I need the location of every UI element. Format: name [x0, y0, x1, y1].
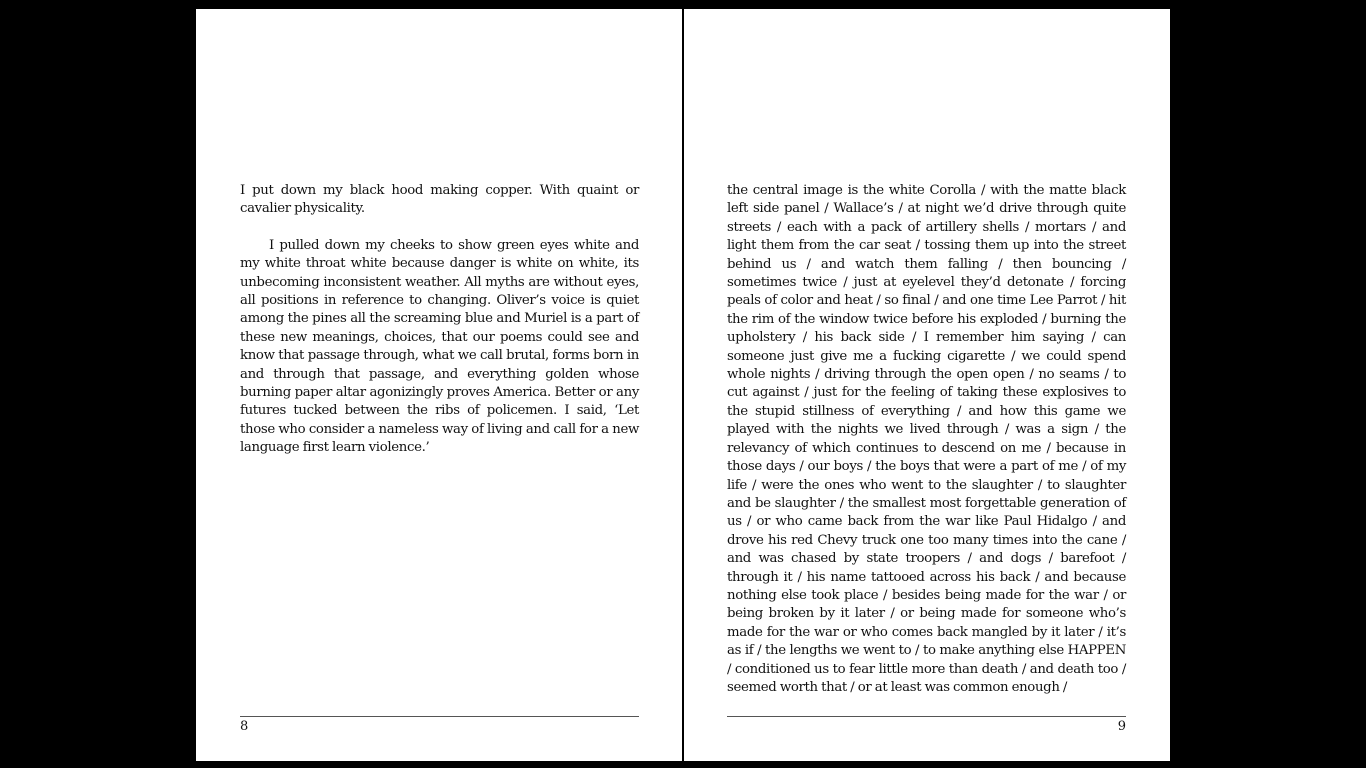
footer-rule	[240, 716, 639, 717]
paragraph: the central image is the white Corolla / with the matte black left side panel / Wallace’s / at night we’d drive through quite streets / each with a pack of artillery shells / mortars / and light them from the car seat / tossing them up into the street behind us / and watch them falling / then bouncing / sometimes twice / just at eyelevel they’d detonate / forcing peals of color and heat / so final / and one time Lee Parrot / hit the rim of the window twice before his exploded / burning the upholstery / his back side / I remember him saying / can someone just give me a fucking cigarette / we could spend whole nights / driving through the open open / no seams / to cut against / just for the feeling of taking these explosives to the stupid stillness of everything / and how this game we played with the nights we lived through / was a sign / the relevancy of which continues to descend on me / because in those days / our boys / the boys that were a part of me / of my life / were the ones who went to the slaughter / to slaughter and be slaughter / the smallest most forgettable generation of us / or who came back from the war like Paul Hidalgo / and drove his red Chevy truck one too many times into the cane / and was chased by state troopers / and dogs / barefoot / through it / his name tattooed across his back / and because nothing else took place / besides being made for the war / or being broken by it later / or being made for someone who’s made for the war or who comes back mangled by it later / it’s as if / the lengths we went to / to make anything else HAPPEN / conditioned us to fear little more than death / and death too / seemed worth that / or at least was common enough /	[727, 183, 1126, 695]
left-page-text	[240, 182, 639, 458]
right-page-text	[727, 182, 1126, 697]
page-number: 9	[1117, 719, 1126, 734]
page-number: 8	[240, 719, 249, 734]
right-page	[684, 9, 1170, 761]
paragraph: I pulled down my cheeks to show green eyes white and my white throat white because danger is white on white, its unbecoming inconsistent weather. All myths are without eyes, all positions in reference to changing. Oliver’s voice is quiet among the pines all the screaming blue and Muriel is a part of these new meanings, choices, that our poems could see and know that passage through, what we call brutal, forms born in and through that passage, and everything golden whose burning paper altar agonizingly proves America. Better or any futures tucked between the ribs of policemen. I said, ‘Let those who consider a nameless way of living and call for a new language first learn violence.’	[240, 237, 639, 456]
paragraph: I put down my black hood making copper. With quaint or cavalier physicality.	[240, 183, 639, 217]
footer-rule	[727, 716, 1126, 717]
left-page	[196, 9, 682, 761]
